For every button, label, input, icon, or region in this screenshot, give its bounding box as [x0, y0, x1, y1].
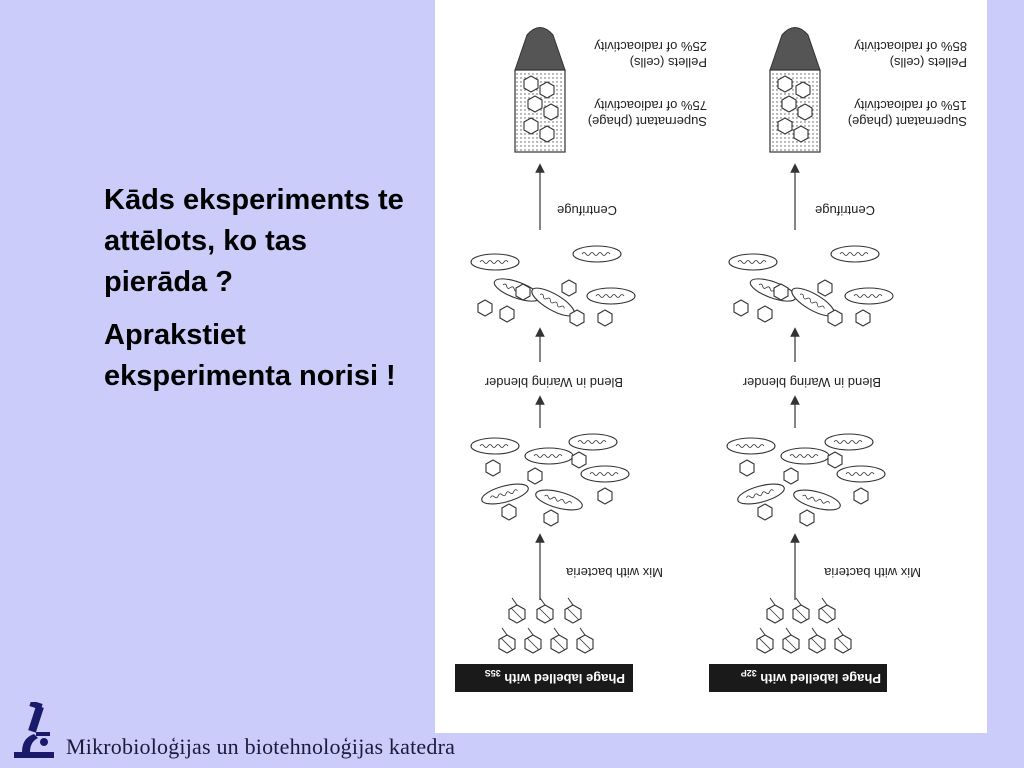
label-35s-isotope: 35S	[484, 668, 501, 678]
column-32p	[709, 28, 967, 693]
question-line-1: Kāds eksperiments te attēlots, ko tas pierāda ?	[104, 184, 404, 298]
pellets-label-left: Pellets (cells)	[629, 55, 707, 70]
supernatant-label-right: Supernatant (phage)	[847, 114, 967, 129]
infected-cells-right	[727, 434, 885, 526]
column-35s	[455, 28, 707, 693]
pellets-pct-right: 85% of radioactivity	[854, 39, 967, 54]
centrifuge-tube-right	[770, 28, 820, 153]
label-35s-main: Phage labelled with	[500, 671, 625, 686]
phages-left	[499, 598, 593, 653]
question-line-2: Aprakstiet eksperimenta norisi !	[104, 319, 396, 392]
supernatant-pct-left: 75% of radioactivity	[594, 98, 707, 113]
supernatant-label-left: Supernatant (phage)	[587, 114, 707, 129]
step-mix-right: Mix with bacteria	[824, 565, 921, 580]
label-32p-isotope: 32P	[740, 668, 757, 678]
department-name: Mikrobioloģijas un biotehnoloģijas katedra	[66, 734, 456, 759]
step-blend-left: Blend in Waring blender	[484, 375, 623, 390]
phages-right	[757, 598, 851, 653]
blended-cells-left	[471, 246, 635, 326]
step-centrifuge-right: Centrifuge	[815, 203, 875, 218]
hershey-chase-diagram	[435, 0, 987, 733]
pellets-label-right: Pellets (cells)	[889, 55, 967, 70]
blended-cells-right	[729, 246, 893, 326]
infected-cells-left	[471, 434, 629, 526]
question-text	[104, 180, 404, 409]
step-mix-left: Mix with bacteria	[566, 565, 663, 580]
step-blend-right: Blend in Waring blender	[742, 375, 881, 390]
label-32p-main: Phage labelled with	[756, 671, 881, 686]
label-35s	[455, 664, 633, 692]
pellets-pct-left: 25% of radioactivity	[594, 39, 707, 54]
step-centrifuge-left: Centrifuge	[557, 203, 617, 218]
label-32p	[709, 664, 887, 692]
centrifuge-tube-left	[515, 28, 565, 153]
microscope-icon	[12, 702, 56, 760]
supernatant-pct-right: 15% of radioactivity	[854, 98, 967, 113]
